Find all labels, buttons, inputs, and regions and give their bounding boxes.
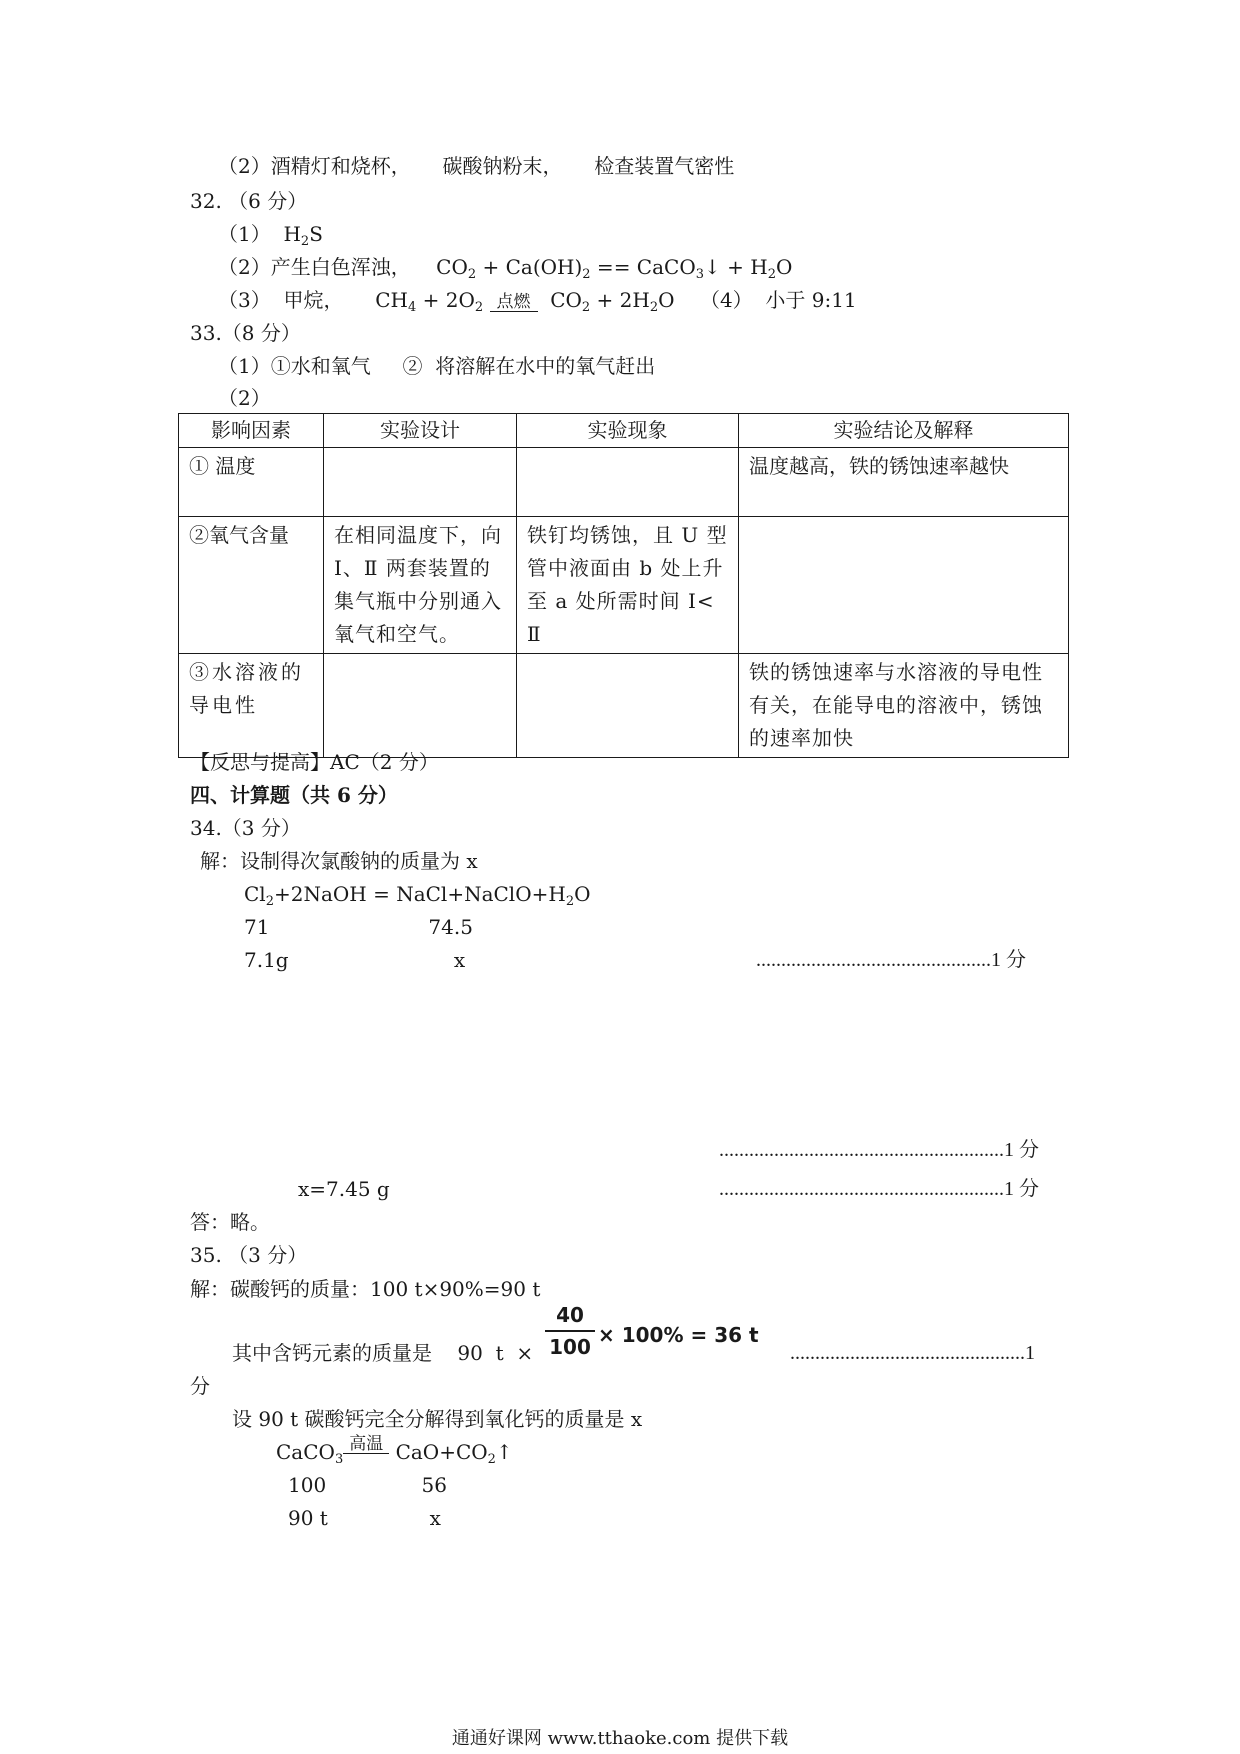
table-row (179, 654, 1069, 758)
q35-fraction-result: × 100% = 36 t (598, 1323, 759, 1347)
experiment-table (178, 413, 1069, 758)
q34-given-row: 7.1g x (244, 948, 466, 972)
q35-fraction (545, 1300, 595, 1362)
table-cell: 温度越高，铁的锈蚀速率越快 (739, 448, 1069, 517)
fraction-denominator: 100 (549, 1335, 591, 1359)
q35-score-1: ...............................................1 (790, 1342, 1035, 1364)
table-cell: ③水溶液的导电性 (179, 654, 324, 758)
q32-part1: （1） $H_2S$ (218, 222, 323, 249)
table-row (179, 448, 1069, 517)
q34-result: x=7.45 g (298, 1177, 390, 1201)
q32-part2: （2）产生白色浑浊， $CO_2 + Ca(OH)_2$ == CaCO$_3$↓ + $H_2O$ (218, 255, 793, 282)
table-header: 实验设计 (324, 414, 517, 448)
q35-heading: 35. （3 分） (190, 1243, 308, 1267)
table-cell: ① 温度 (179, 448, 324, 517)
q34-score-2: .........................................................1 分 (719, 1139, 1039, 1161)
q34-answer: 答：略。 (190, 1210, 270, 1234)
q35-given-row: 90 t x (288, 1506, 441, 1530)
reaction-condition: 点燃 (490, 293, 538, 312)
table-header: 影响因素 (179, 414, 324, 448)
q34-mass-row: 71 74.5 (244, 915, 473, 939)
q34-score-1: ...............................................1 分 (756, 949, 1026, 971)
q33-heading: 33.（8 分） (190, 321, 301, 345)
q33-part1: （1）①水和氧气 ② 将溶解在水中的氧气赶出 (218, 354, 656, 378)
q32-heading: 32. （6 分） (190, 189, 308, 213)
q34-solution: 解：设制得次氯酸钠的质量为 x (200, 849, 478, 873)
fraction-numerator: 40 (545, 1300, 595, 1332)
q35-let: 设 90 t 碳酸钙完全分解得到氧化钙的质量是 x (232, 1407, 643, 1431)
table-cell: 在相同温度下，向Ⅰ、Ⅱ 两套装置的集气瓶中分别通入氧气和空气。 (324, 517, 517, 654)
q35-solution: 解：碳酸钙的质量：100 t×90%=90 t (190, 1277, 541, 1301)
table-cell (739, 517, 1069, 654)
q33-reflect: 【反思与提高】AC（2 分） (190, 750, 439, 774)
q34-equation: $Cl_2+2NaOH$ = $NaCl+NaClO+H_2O$ (244, 882, 591, 909)
q35-equation: CaCO$_3$高温 $CaO+CO_2↑$ (276, 1434, 513, 1467)
table-header: 实验结论及解释 (739, 414, 1069, 448)
q35-calcium-text: 其中含钙元素的质量是 90 t × (232, 1341, 534, 1365)
page-footer: 通通好课网 www.tthaoke.com 提供下载 (451, 1728, 789, 1749)
table-header-row (179, 414, 1069, 448)
q34-heading: 34.（3 分） (190, 816, 301, 840)
table-cell: 铁钉均锈蚀，且 U 型管中液面由 b 处上升至 a 处所需时间 Ⅰ< Ⅱ (517, 517, 739, 654)
table-cell: ②氧气含量 (179, 517, 324, 654)
q34-score-3: .........................................................1 分 (719, 1178, 1039, 1200)
table-row (179, 517, 1069, 654)
table-cell: 铁的锈蚀速率与水溶液的导电性有关，在能导电的溶液中，锈蚀的速率加快 (739, 654, 1069, 758)
q31-line2: （2）酒精灯和烧杯， 碳酸钠粉末， 检查装置气密性 (218, 154, 735, 178)
q33-part2: （2） (218, 386, 271, 410)
q35-mass-row: 100 56 (288, 1473, 447, 1497)
table-header: 实验现象 (517, 414, 739, 448)
table-cell (517, 654, 739, 758)
q32-part3: （3） 甲烷， $CH_4 + 2O_2$ 点燃 $CO_2 + 2H_2O$ （4） 小于 9:11 (218, 288, 857, 315)
q35-score-unit: 分 (190, 1374, 210, 1398)
table-cell (324, 654, 517, 758)
section4-heading: 四、计算题（共 6 分） (190, 783, 398, 807)
table-cell (324, 448, 517, 517)
table-cell (517, 448, 739, 517)
reaction-condition: 高温 (343, 1435, 389, 1454)
